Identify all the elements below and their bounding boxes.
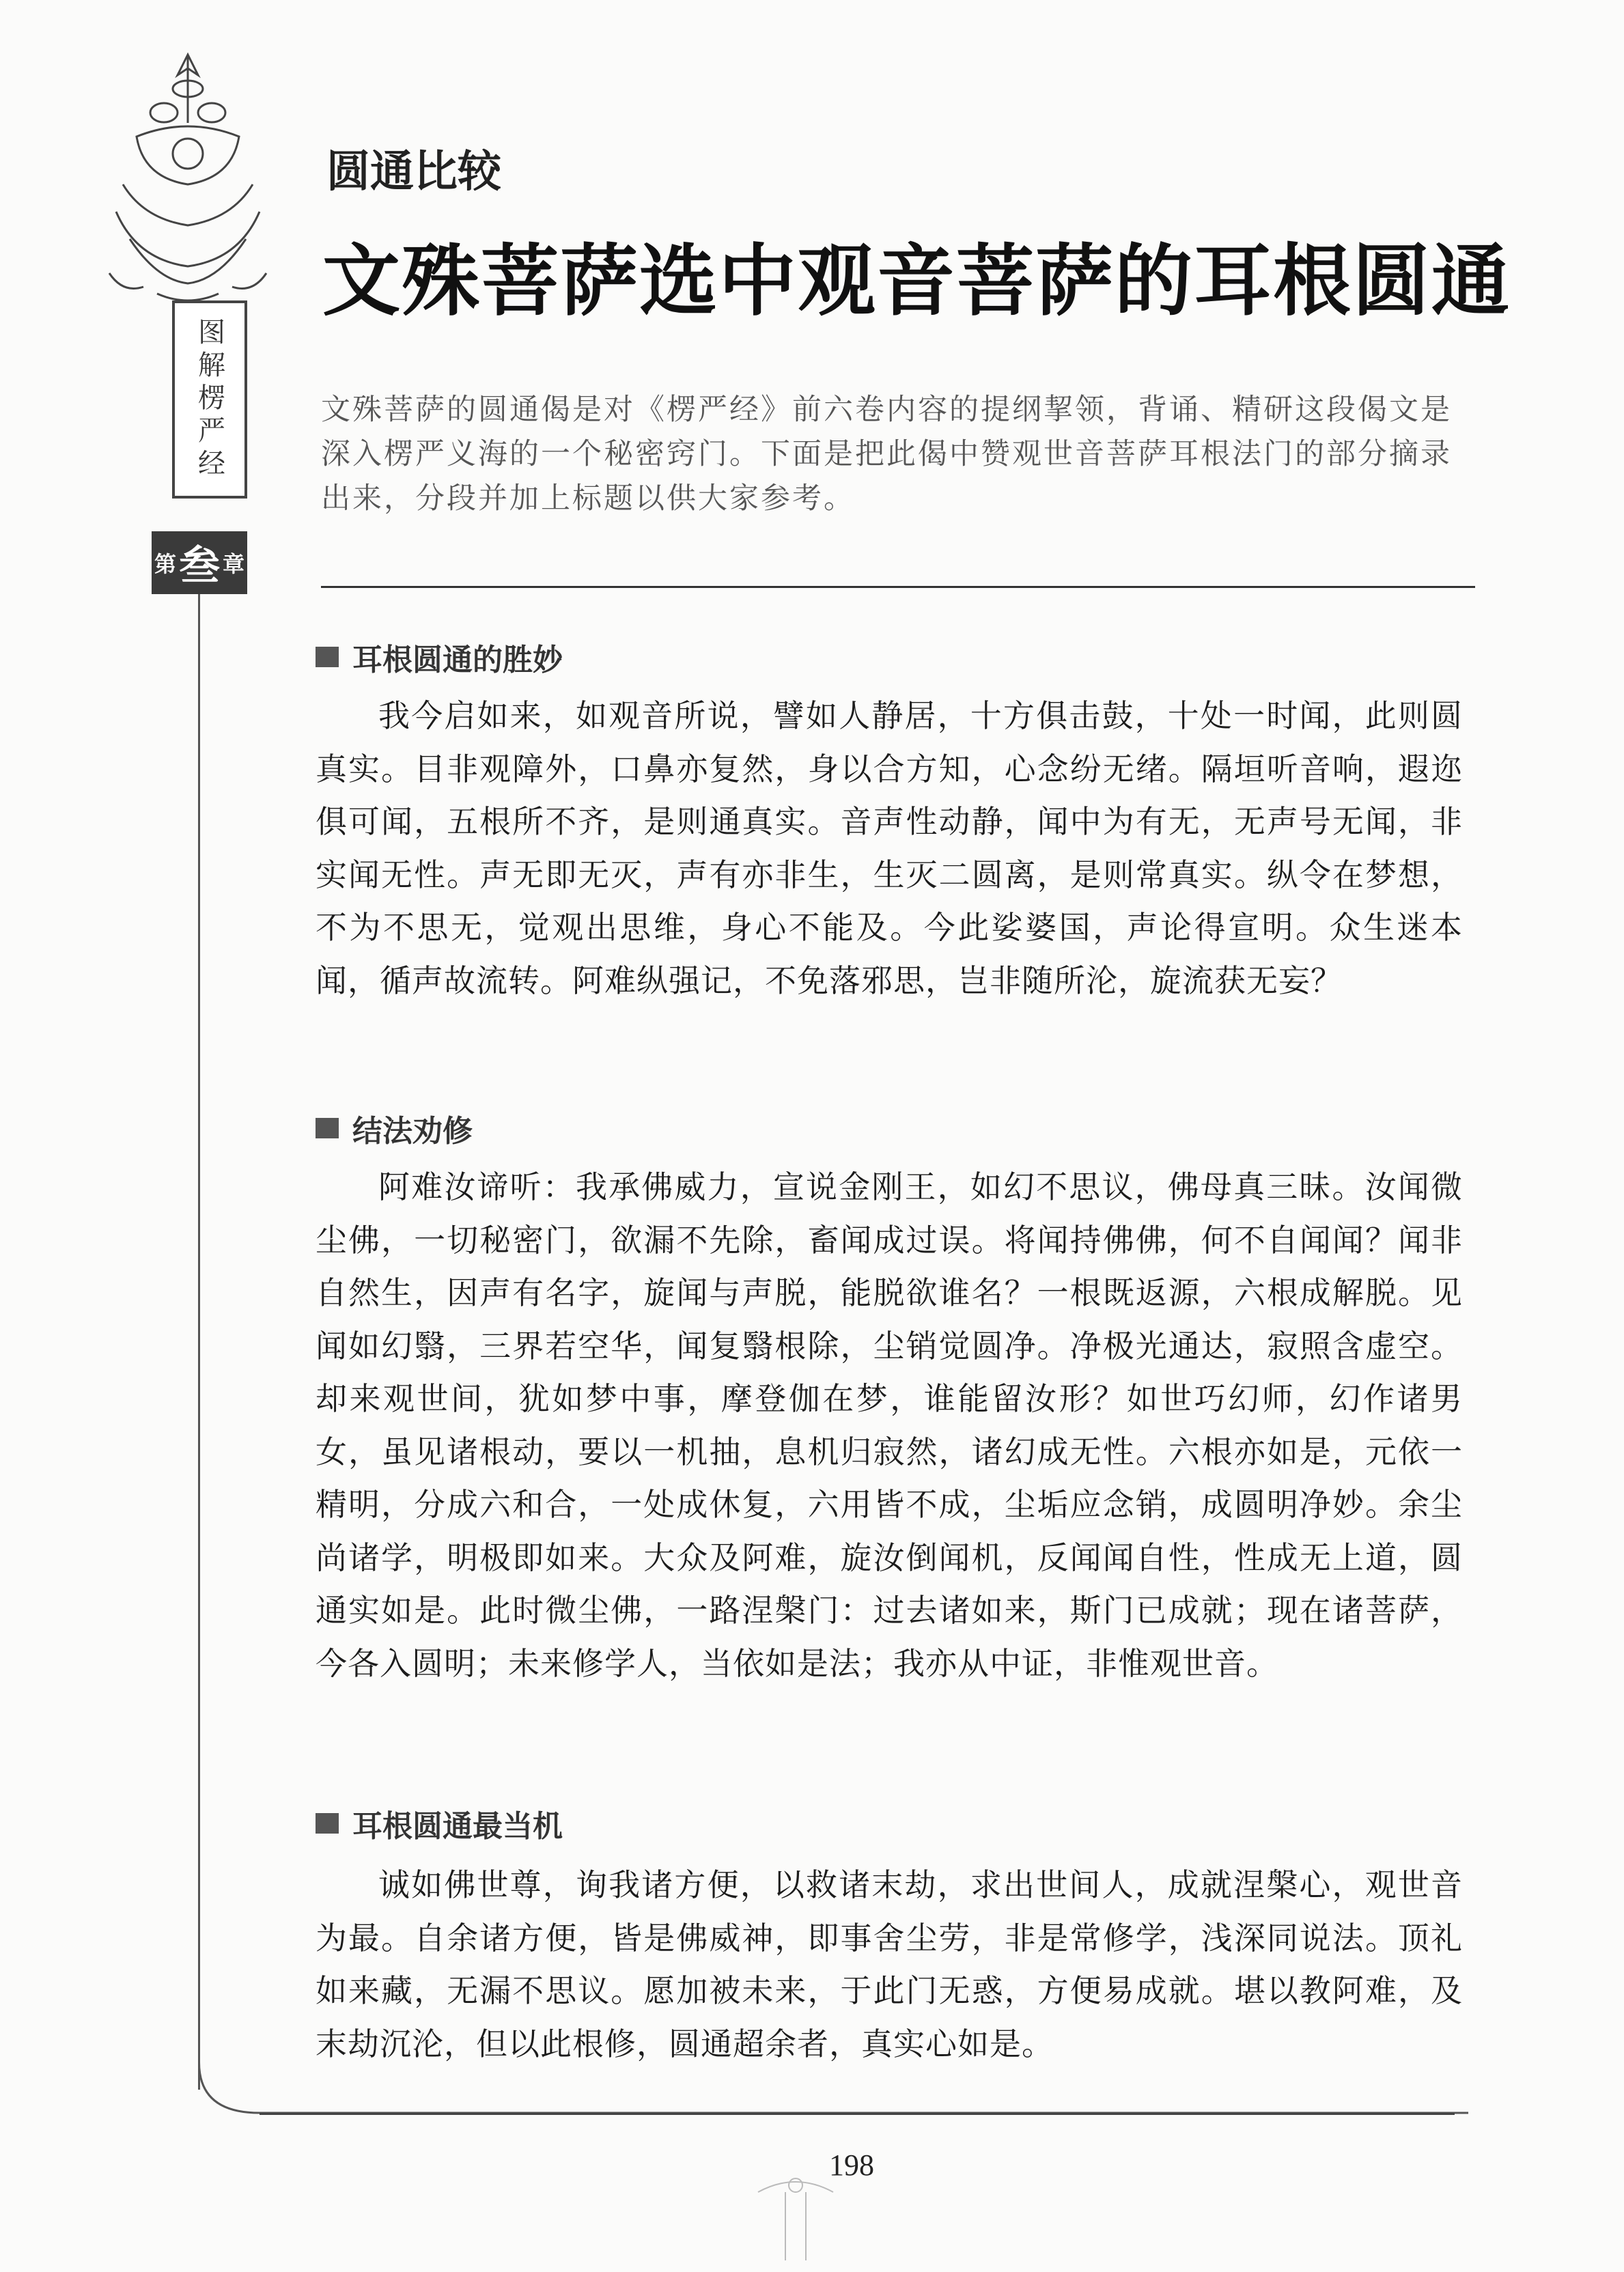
page-title: 文殊菩萨选中观音菩萨的耳根圆通	[322, 236, 1511, 326]
heading-marker-icon	[316, 1813, 339, 1834]
section-heading-text: 耳根圆通的胜妙	[352, 643, 563, 677]
section-heading-1	[316, 635, 563, 679]
chapter-number: 叁	[179, 542, 220, 590]
divider	[321, 586, 1475, 588]
page-number: 198	[829, 2148, 874, 2182]
chapter-tag	[152, 531, 247, 594]
margin-line	[198, 594, 200, 2090]
heading-marker-icon	[316, 1118, 339, 1138]
chapter-suffix: 章	[223, 551, 245, 577]
section-paragraph-2: 阿难汝谛听：我承佛威力，宣说金刚王，如幻不思议，佛母真三昧。汝闻微尘佛，一切秘密门，欲漏不先除，畜闻成过误。将闻持佛佛，何不自闻闻？闻非自然生，因声有名字，旋闻与声脱，能脱欲谁名？一根既返源，六根成解脱。见闻如幻翳，三界若空华，闻复翳根除，尘销觉圆净。净极光通达，寂照含虚空。却来观世间，犹如梦中事，摩登伽在梦，谁能留汝形？如世巧幻师，幻作诸男女，虽见诸根动，要以一机抽，息机归寂然，诸幻成无性。六根亦如是，元依一精明，分成六和合，一处成休复，六用皆不成，尘垢应念销，成圆明净妙。余尘尚诸学，明极即如来。大众及阿难，旋汝倒闻机，反闻闻自性，性成无上道，圆通实如是。此时微尘佛，一路涅槃门：过去诸如来，斯门已成就；现在诸菩萨，今各入圆明；未来修学人，当依如是法；我亦从中证，非惟观世音。	[316, 1168, 1463, 1682]
section-heading-3	[316, 1801, 563, 1845]
footer-ornament-icon	[744, 2165, 847, 2267]
section-heading-2	[316, 1106, 473, 1150]
section-paragraph-3: 诚如佛世尊，询我诸方便，以救诸末劫，求出世间人，成就涅槃心，观世音为最。自余诸方便，皆是佛威神，即事舍尘劳，非是常修学，浅深同说法。顶礼如来藏，无漏不思议。愿加被未来，于此门无惑，方便易成就。堪以教阿难，及末劫沉沦，但以此根修，圆通超余者，真实心如是。	[316, 1866, 1463, 2062]
section-paragraph-1: 我今启如来，如观音所说，譬如人静居，十方俱击鼓，十处一时闻，此则圆真实。目非观障外，口鼻亦复然，身以合方知，心念纷无绪。隔垣听音响，遐迩俱可闻，五根所不齐，是则通真实。音声性动静，闻中为有无，无声号无闻，非实闻无性。声无即无灭，声有亦非生，生灭二圆离，是则常真实。纵令在梦想，不为不思无，觉观出思维，身心不能及。今此娑婆国，声论得宣明。众生迷本闻，循声故流转。阿难纵强记，不免落邪思，岂非随所沦，旋流获无妄？	[316, 697, 1463, 999]
section-heading-text: 结法劝修	[352, 1114, 473, 1149]
footer-rule	[260, 2113, 1455, 2115]
book-title-text: 图解楞严经	[193, 318, 225, 481]
heading-marker-icon	[316, 647, 339, 667]
section-heading-text: 耳根圆通最当机	[352, 1809, 563, 1844]
book-title-tab	[172, 300, 247, 499]
section-kicker: 圆通比较	[326, 147, 501, 197]
chapter-prefix: 第	[154, 551, 176, 577]
intro-paragraph: 文殊菩萨的圆通偈是对《楞严经》前六卷内容的提纲挈领，背诵、精研这段偈文是深入楞严义海的一个秘密窍门。下面是把此偈中赞观世音菩萨耳根法门的部分摘录出来，分段并加上标题以供大家参考。	[321, 393, 1452, 516]
